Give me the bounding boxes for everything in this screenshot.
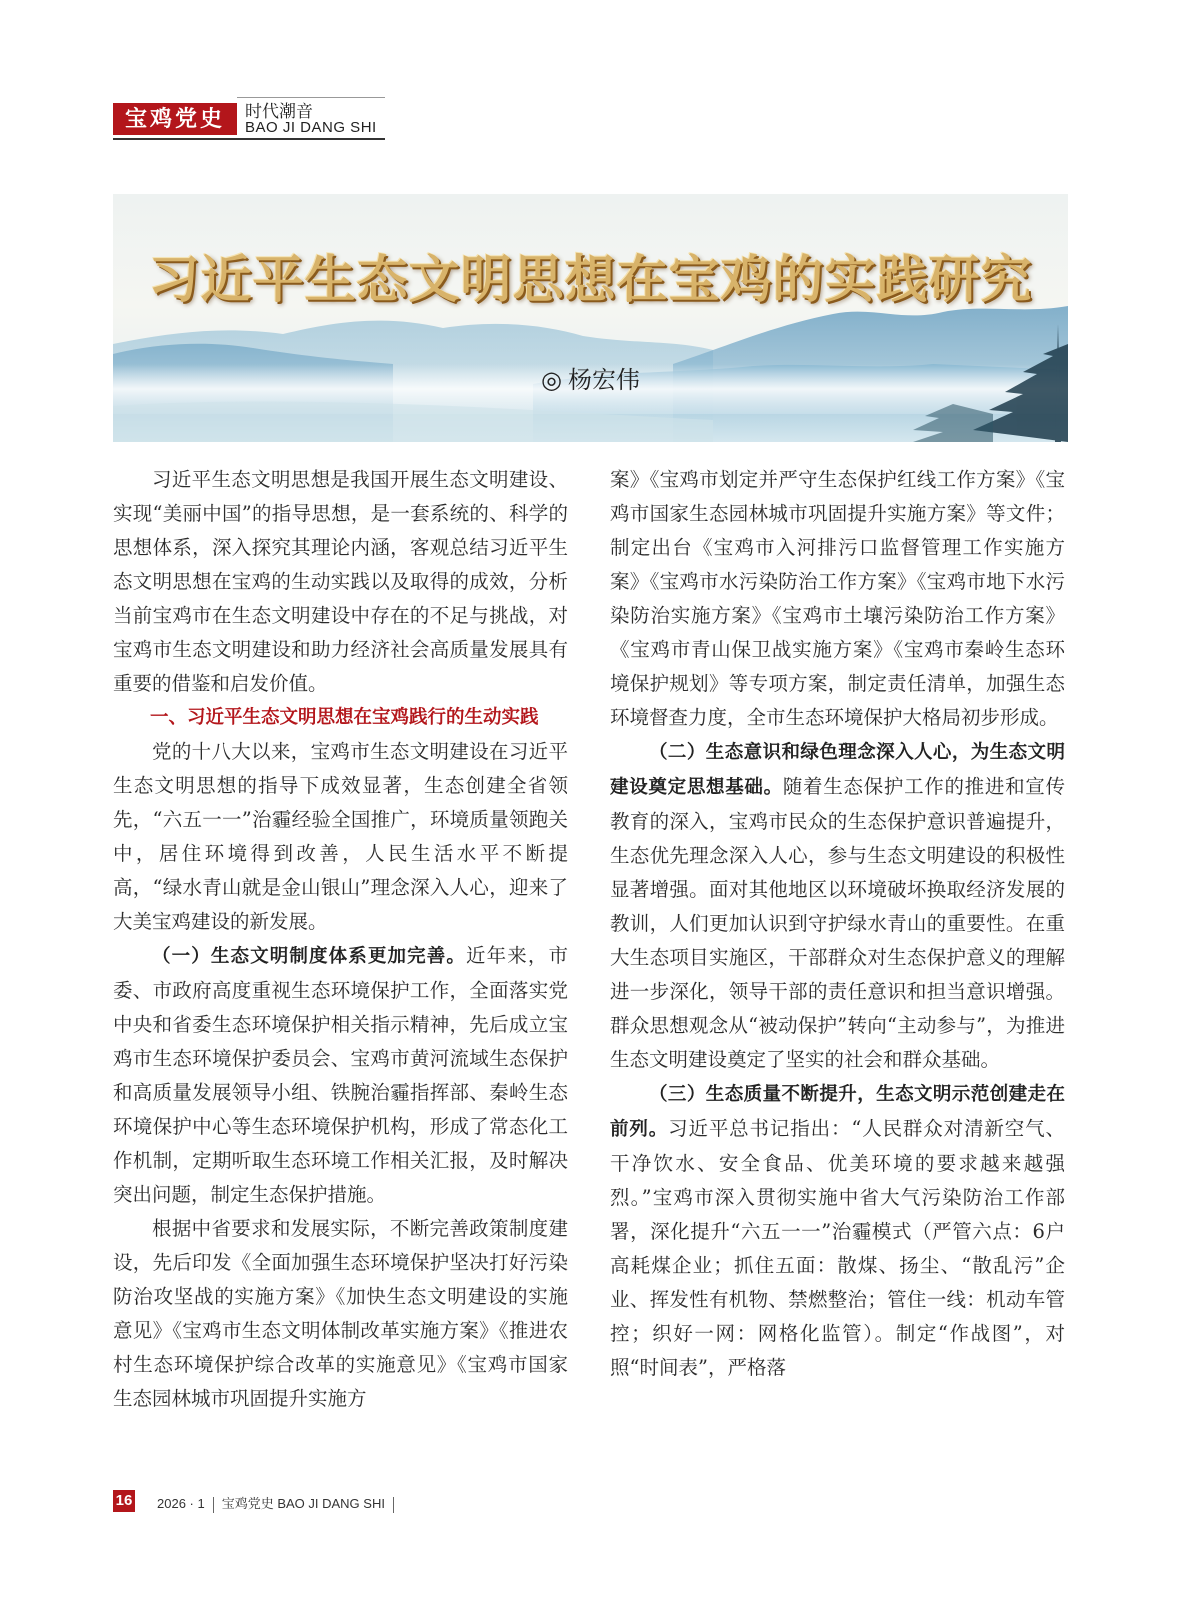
body-text: 近年来，市委、市政府高度重视生态环境保护工作，全面落实党中央和省委生态环境保护相关指示精神，先后成立宝鸡市生态环境保护委员会、宝鸡市黄河流域生态保护和高质量发展领导小组、铁腕治霾指挥部、秦岭生态环境保护中心等生态环境保护机构，形成了常态化工作机制，定期听取生态环境工作相关汇报，及时解决突出问题，制定生态保护措施。 — [113, 944, 568, 1206]
article-banner — [113, 194, 1068, 442]
article-author — [113, 360, 1068, 395]
body-paragraph — [113, 939, 568, 1212]
section-title-en: BAO JI DANG SHI — [245, 119, 377, 136]
page-header — [113, 97, 385, 139]
author-mark: ◎ — [541, 366, 562, 394]
header-rule — [113, 138, 385, 140]
subheading-3: （三）生态质量不断提升，生态文明示范创建走在前列。 — [610, 1084, 1065, 1140]
author-name: 杨宏伟 — [567, 366, 640, 394]
subheading-1: （一）生态文明制度体系更加完善。 — [152, 946, 466, 967]
subheading-2: （二）生态意识和绿色理念深入人心，为生态文明建设奠定思想基础。 — [610, 742, 1065, 798]
section-heading-1: 一、习近平生态文明思想在宝鸡践行的生动实践 — [150, 707, 539, 728]
journal-name: 宝鸡党史 BAO JI DANG SHI — [221, 1496, 385, 1511]
body-paragraph-continued: 案》《宝鸡市划定并严守生态保护红线工作方案》《宝鸡市国家生态园林城市巩固提升实施方案》等文件；制定出台《宝鸡市入河排污口监督管理工作实施方案》《宝鸡市水污染防治工作方案》《宝鸡市地下水污染防治实施方案》《宝鸡市土壤污染防治工作方案》《宝鸡市青山保卫战实施方案》《宝鸡市秦岭生态环境保护规划》等专项方案，制定责任清单，加强生态环境督查力度，全市生态环境保护大格局初步形成。 — [610, 468, 1065, 729]
intro-paragraph: 习近平生态文明思想是我国开展生态文明建设、实现“美丽中国”的指导思想，是一套系统的、科学的思想体系，深入探究其理论内涵，客观总结习近平生态文明思想在宝鸡的生动实践以及取得的成效，分析当前宝鸡市在生态文明建设中存在的不足与挑战，对宝鸡市生态文明建设和助力经济社会高质量发展具有重要的借鉴和启发价值。 — [113, 468, 568, 695]
journal-logo: 宝鸡党史 — [113, 103, 237, 135]
body-text: 习近平总书记指出：“人民群众对清新空气、干净饮水、安全食品、优美环境的要求越来越强烈。”宝鸡市深入贯彻实施中省大气污染防治工作部署，深化提升“六五一一”治霾模式（严管六点：6户高耗煤企业；抓住五面：散煤、扬尘、“散乱污”企业、挥发性有机物、禁燃整治；管住一线：机动车管控；织好一网：网格化监管）。制定“作战图”，对照“时间表”，严格落 — [610, 1117, 1065, 1379]
body-paragraph — [610, 735, 1065, 1077]
body-paragraph: 根据中省要求和发展实际，不断完善政策制度建设，先后印发《全面加强生态环境保护坚决打好污染防治攻坚战的实施方案》《加快生态文明建设的实施意见》《宝鸡市生态文明体制改革实施方案》《推进农村生态环境保护综合改革的实施意见》《宝鸡市国家生态园林城市巩固提升实施方 — [113, 1217, 568, 1410]
footer-divider — [213, 1497, 214, 1513]
body-text: 随着生态保护工作的推进和宣传教育的深入，宝鸡市民众的生态保护意识普遍提升，生态优先理念深入人心，参与生态文明建设的积极性显著增强。面对其他地区以环境破坏换取经济发展的教训，人们更加认识到守护绿水青山的重要性。在重大生态项目实施区，干部群众对生态保护意义的理解进一步深化，领导干部的责任意识和担当意识增强。群众思想观念从“被动保护”转向“主动参与”，为推进生态文明建设奠定了坚实的社会和群众基础。 — [610, 775, 1065, 1071]
mountain-landscape-image — [113, 194, 1068, 442]
left-column — [113, 463, 568, 1416]
footer-text — [157, 1493, 402, 1513]
body-paragraph — [610, 1077, 1065, 1385]
issue-label: 2026 · 1 — [157, 1496, 205, 1511]
right-column — [610, 463, 1065, 1385]
page-number: 16 — [113, 1490, 135, 1512]
footer-divider — [393, 1497, 394, 1513]
section-title: 时代潮音 — [245, 102, 313, 122]
body-paragraph: 党的十八大以来，宝鸡市生态文明建设在习近平生态文明思想的指导下成效显著，生态创建全省领先，“六五一一”治霾经验全国推广，环境质量领跑关中，居住环境得到改善，人民生活水平不断提高，“绿水青山就是金山银山”理念深入人心，迎来了大美宝鸡建设的新发展。 — [113, 740, 568, 933]
article-title: 习近平生态文明思想在宝鸡的实践研究 — [148, 251, 1033, 310]
